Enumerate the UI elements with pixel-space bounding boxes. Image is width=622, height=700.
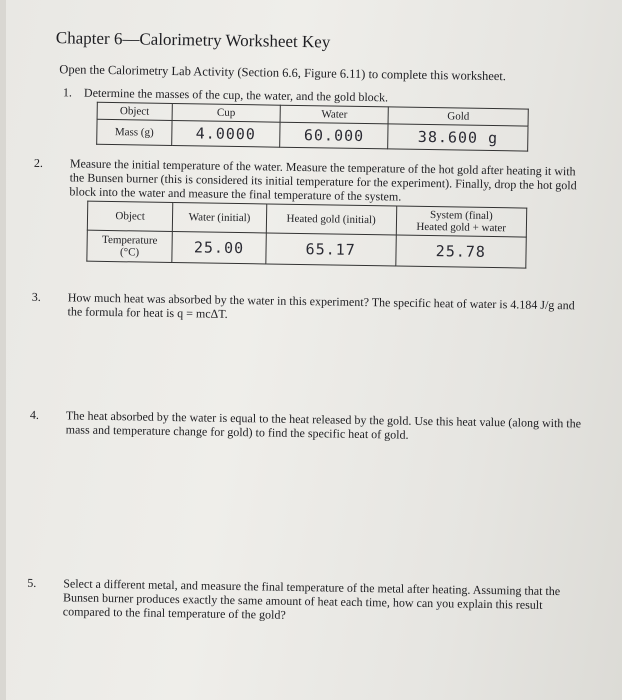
- water-initial-temp-value: 25.00: [172, 232, 266, 264]
- temp-header-system-final-line2: Heated gold + water: [416, 220, 507, 235]
- temp-row-label-line1: Temperature: [101, 233, 158, 247]
- temperature-table-row: [87, 230, 526, 268]
- temp-row-label-line2: (°C): [119, 246, 140, 259]
- system-final-temp-value: 25.78: [395, 235, 526, 268]
- question-2-text: Measure the initial temperature of the water. Measure the temperature of the hot gold after heating it with the Bunsen burner (this is considered its initial temperature for the experiment). Finally, drop the hot gold block into the water and measure the final temperature of the system.: [69, 156, 577, 204]
- mass-header-object: Object: [97, 102, 172, 120]
- question-4-text: The heat absorbed by the water is equal to the heat released by the gold. Use this heat value (along with the mass and temperature change for gold) to find the specific heat of gold.: [65, 408, 582, 442]
- mass-header-water: Water: [280, 105, 389, 124]
- mass-header-cup: Cup: [172, 103, 281, 122]
- temp-header-object: Object: [87, 201, 173, 231]
- temp-header-system-final: [396, 206, 527, 237]
- temp-header-water-initial: Water (initial): [173, 203, 267, 233]
- question-5-text: Select a different metal, and measure the final temperature of the metal after heating. Assuming that the Bunsen burner produces exactly the same amount of heat each time, how can you explain this result compared to the final temperature of the gold?: [62, 576, 561, 622]
- temp-header-system-final-line1: System (final): [429, 209, 493, 223]
- mass-header-gold: Gold: [388, 107, 528, 126]
- temp-header-gold-initial: Heated gold (initial): [266, 204, 396, 235]
- cup-mass-value: 4.0000: [171, 120, 280, 147]
- worksheet-title: Chapter 6—Calorimetry Worksheet Key: [55, 28, 331, 52]
- gold-initial-temp-value: 65.17: [266, 233, 396, 266]
- question-1: [62, 85, 585, 152]
- question-1-text: Determine the masses of the cup, the water, and the gold block.: [83, 85, 389, 105]
- temp-row-label: [87, 230, 173, 262]
- question-5-number: 5.: [27, 575, 37, 590]
- question-1-number: 1.: [62, 85, 73, 100]
- gold-mass-value: 38.600 g: [388, 124, 528, 151]
- worksheet-intro: Open the Calorimetry Lab Activity (Section 6.6, Figure 6.11) to complete this worksheet.: [59, 62, 507, 84]
- question-2-number: 2.: [33, 155, 43, 170]
- mass-table-row: [97, 119, 528, 151]
- question-4-number: 4.: [29, 407, 40, 422]
- worksheet-paper: [6, 0, 622, 700]
- question-5: [27, 575, 586, 626]
- question-3: [31, 289, 589, 326]
- water-mass-value: 60.000: [280, 122, 389, 149]
- question-4: [29, 407, 588, 444]
- question-3-text: How much heat was absorbed by the water in this experiment? The specific heat of water is 4.184 J/g and the formula for heat is q = mcΔT.: [67, 290, 575, 321]
- temperature-table: [86, 201, 527, 269]
- question-3-number: 3.: [31, 289, 41, 304]
- question-2: [33, 155, 584, 269]
- worksheet-page: [27, 28, 586, 622]
- mass-row-label: Mass (g): [97, 119, 172, 145]
- mass-table: [96, 102, 529, 152]
